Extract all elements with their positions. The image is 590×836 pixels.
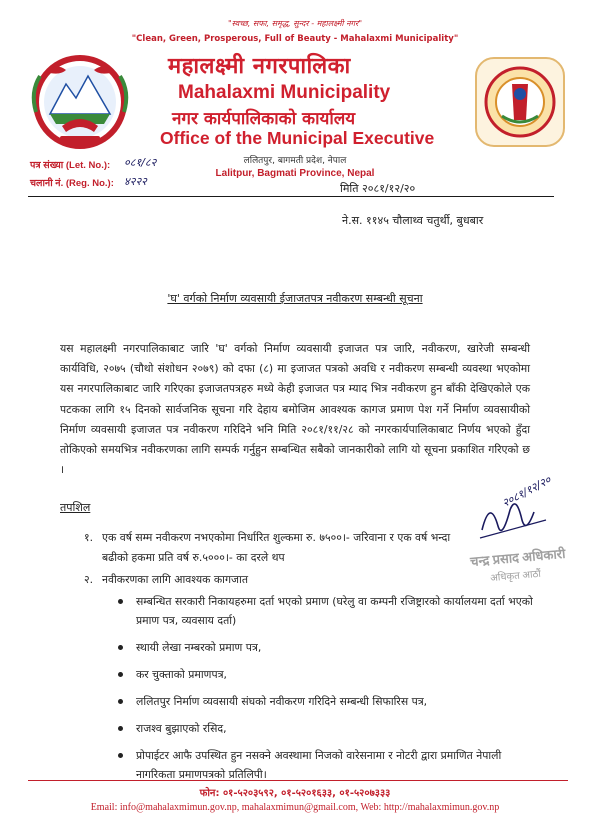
list-item [118, 746, 538, 784]
footer-divider [28, 780, 568, 781]
notice-subject: 'घ' वर्गको निर्माण व्यवसायी ईजाजतपत्र नवीकरण सम्बन्धी सूचना [167, 292, 423, 305]
document-text: स्थायी लेखा नम्बरको प्रमाण पत्र, [136, 641, 262, 654]
bullet-icon [118, 645, 123, 650]
list-item [118, 592, 538, 630]
notice-body: यस महालक्ष्मी नगरपालिकाबाट जारि 'घ' वर्गको निर्माण व्यवसायी इजाजत पत्र जारि, नवीकरण, खारेजी सम्बन्धी कार्यविधि, २०७५ (चौथो संशोधन २०७९) को दफा (८) मा इजाजत पत्रको अवधि र नवीकरण सम्बन्धी व्यवस्था भएकोमा यस नगरपालिकाबाट जारि गरिएका इजाजतपत्रहरु मध्ये केही इजाजत पत्र म्याद भित्र नवीकरण हुन बाँकी देखिएकोले एक पटकका लागि १५ दिनको सार्वजनिक सूचना गरि देहाय बमोजिम आवश्यक कागज प्रमाण पेश गर्ने निर्माण व्यवसायीको निर्माण व्यवसायी इजाजत पत्र नवीकरण गरिदिने भनि मिति २०८१/११/२८ को नगरकार्यपालिकाबाट निर्णय भएको हुँदा तोकिएको समयभित्र नवीकरणका लागि सम्पर्क गर्नुहुन सम्बन्धित सबैको जानकारीको लागि यो सूचना प्रकाशित गरिएको छ । [60, 342, 530, 477]
header-divider [28, 196, 554, 197]
municipality-seal-icon [472, 54, 568, 150]
footer-phone: फोन: ०१-५२०३५९२, ०१-५२०१६३३, ०१-५२०७३३३ [199, 788, 391, 799]
item-1-number: १. [84, 531, 94, 544]
bullet-icon [118, 699, 123, 704]
bullet-icon [118, 672, 123, 677]
details-heading: तपशिल [60, 501, 91, 514]
date: मिति २०८१/१२/२० [340, 182, 416, 195]
title-nepali: महालक्ष्मी नगरपालिका [168, 54, 351, 79]
item-2-text: नवीकरणका लागि आवश्यक कागजात [102, 573, 248, 586]
slogan-nepali: "स्वच्छ, सफा, समृद्ध, सुन्दर - महालक्ष्मी नगर" [227, 19, 363, 28]
footer-contact: Email: info@mahalaxmimun.gov.np, mahalaxmimun@gmail.com, Web: http://mahalaxmimun.gov.np [90, 802, 500, 813]
reg-number-label: चलानी नं. (Reg. No.): [30, 178, 114, 189]
letter-number-value: ०८१/८२ [124, 156, 157, 169]
bullet-icon [118, 599, 123, 604]
letter-number-label: पत्र संख्या (Let. No.): [30, 160, 111, 171]
bullet-icon [118, 753, 123, 758]
document-text: सम्बन्धित सरकारी निकायहरुमा दर्ता भएको प्रमाण (घरेलु वा कम्पनी रजिष्ट्रारको कार्यालयमा दर्ता भएको प्रमाण पत्र, व्यवसाय दर्ता) [136, 595, 533, 627]
item-2-number: २. [84, 573, 94, 586]
document-text: प्रोपाईटर आफै उपस्थित हुन नसक्ने अवस्थामा निजको वारेसनामा र नोटरी द्वारा प्रमाणित नेपाली नागरिकता प्रमाणपत्रको प्रतिलिपी। [136, 749, 502, 781]
bullet-icon [118, 726, 123, 731]
document-text: राजश्व बुझाएको रसिद, [136, 722, 227, 735]
reg-number-value: ४२२२ [124, 175, 147, 188]
list-item [118, 665, 538, 684]
office-english: Office of the Municipal Executive [160, 128, 435, 148]
nepal-emblem-icon [26, 52, 134, 152]
office-nepali: नगर कार्यपालिकाको कार्यालय [172, 109, 356, 129]
document-text: कर चुक्ताको प्रमाणपत्र, [136, 668, 227, 681]
list-item [118, 719, 538, 738]
list-item [118, 638, 538, 657]
nepal-sambat-date: ने.स. ११४५ चौलाथ्व चतुर्थी, बुधबार [342, 214, 484, 227]
stamp-name: चन्द्र प्रसाद अधिकारी [469, 545, 566, 570]
item-1-line-1: एक वर्ष सम्म नवीकरण नभएकोमा निर्धारित शुल्कमा रु. ७५००।- जरिवाना र एक वर्ष भन्दा [102, 531, 451, 544]
item-1-line-2: बढीको हकमा प्रति वर्ष रु.५०००।- का दरले थप [102, 551, 285, 564]
document-text: ललितपुर निर्माण व्यवसायी संघको नवीकरण गरिदिने सम्बन्धी सिफारिस पत्र, [136, 695, 428, 708]
stamp-designation: अधिकृत आठौं [489, 568, 542, 585]
slogan-english: "Clean, Green, Prosperous, Full of Beauty - Mahalaxmi Municipality" [131, 34, 459, 44]
list-item [118, 692, 538, 711]
required-documents-list [118, 592, 538, 792]
address-english: Lalitpur, Bagmati Province, Nepal [215, 168, 375, 179]
title-english: Mahalaxmi Municipality [178, 82, 391, 103]
address-nepali: ललितपुर, बागमती प्रदेश, नेपाल [243, 156, 347, 166]
signature-date: २०८१/१२/२० [500, 473, 554, 510]
